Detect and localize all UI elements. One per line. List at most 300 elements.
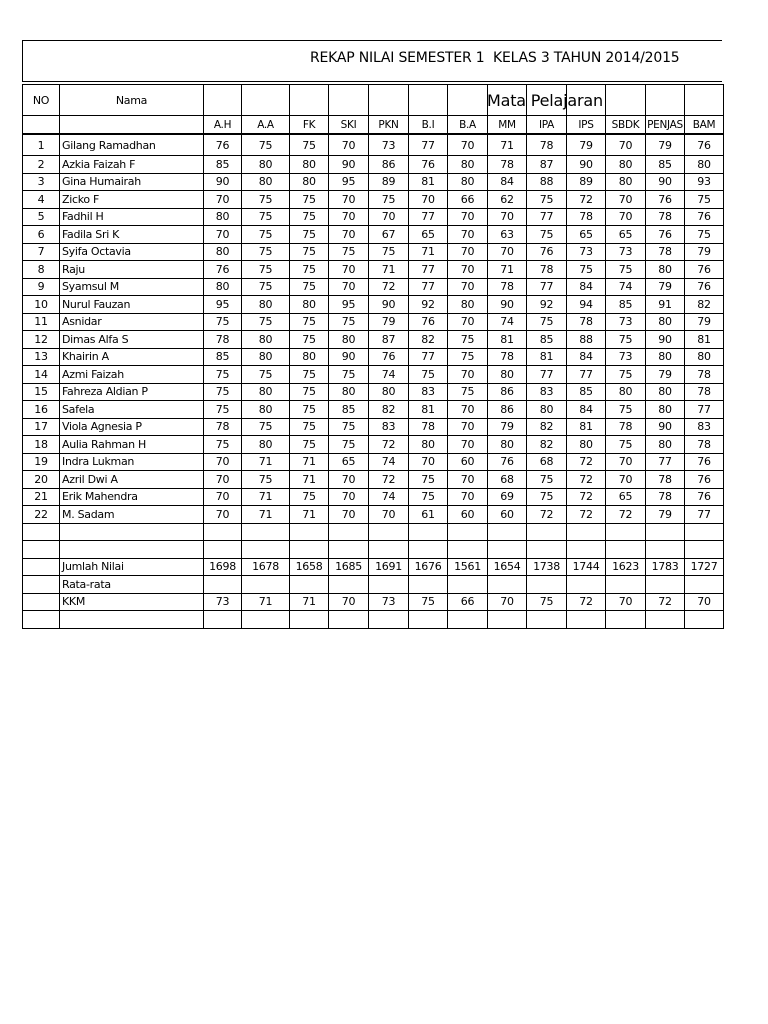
score-cell: 74 [369,488,409,506]
score-cell: 80 [204,243,242,261]
score-cell: 85 [646,156,685,174]
blank-cell [488,611,527,629]
score-cell: 75 [448,348,488,366]
score-cell: 75 [606,401,646,419]
score-cell: 75 [606,261,646,279]
score-cell: 62 [488,191,527,209]
jumlah-cell: 1678 [242,558,290,576]
blank-cell [60,611,204,629]
subject-header: BAM [685,116,724,135]
score-cell: 88 [567,331,606,349]
score-cell: 77 [409,261,448,279]
score-cell: 75 [290,401,329,419]
score-cell: 80 [646,436,685,454]
rata-rata-row [23,576,724,594]
kkm-cell: 75 [409,593,448,611]
score-cell: 70 [448,436,488,454]
blank-cell [606,523,646,541]
kkm-cell: 70 [685,593,724,611]
score-cell: 71 [242,453,290,471]
student-no: 8 [23,261,60,279]
score-cell: 89 [567,173,606,191]
blank-cell [329,523,369,541]
score-cell: 80 [488,436,527,454]
student-no: 9 [23,278,60,296]
score-cell: 77 [409,348,448,366]
score-cell: 72 [369,278,409,296]
subject-header: IPS [567,116,606,135]
score-cell: 77 [646,453,685,471]
rata-rata-label: Rata-rata [60,576,204,594]
score-cell: 75 [290,208,329,226]
score-cell: 65 [329,453,369,471]
blank-cell [567,541,606,559]
score-cell: 74 [488,313,527,331]
score-cell: 70 [606,134,646,156]
score-cell: 70 [448,313,488,331]
kkm-cell: 75 [527,593,567,611]
header-cell [329,85,369,116]
score-cell: 81 [527,348,567,366]
score-cell: 68 [527,453,567,471]
score-cell: 82 [409,331,448,349]
score-cell: 85 [527,331,567,349]
score-cell: 75 [290,418,329,436]
score-cell: 88 [527,173,567,191]
blank-cell [448,541,488,559]
student-name: Gilang Ramadhan [60,134,204,156]
score-cell: 75 [204,383,242,401]
score-cell: 80 [448,296,488,314]
score-cell: 70 [448,488,488,506]
student-name: Azkia Faizah F [60,156,204,174]
score-cell: 75 [204,436,242,454]
score-cell: 80 [242,296,290,314]
score-cell: 70 [329,471,369,489]
score-cell: 78 [488,156,527,174]
score-cell: 80 [242,436,290,454]
kkm-cell: 70 [488,593,527,611]
score-cell: 84 [567,348,606,366]
score-cell: 70 [606,208,646,226]
score-cell: 70 [448,366,488,384]
score-cell: 75 [204,366,242,384]
blank-cell [409,611,448,629]
rata-rata-cell [567,576,606,594]
score-cell: 70 [448,471,488,489]
score-cell: 73 [606,243,646,261]
score-cell: 83 [685,418,724,436]
blank-cell [527,611,567,629]
score-cell: 70 [204,506,242,524]
score-cell: 80 [329,331,369,349]
student-no: 12 [23,331,60,349]
score-cell: 75 [409,488,448,506]
student-name: Azmi Faizah [60,366,204,384]
score-cell: 89 [369,173,409,191]
score-cell: 70 [329,208,369,226]
kkm-row [23,593,724,611]
header-cell [606,85,646,116]
score-cell: 80 [646,348,685,366]
score-cell: 76 [685,278,724,296]
jumlah-cell: 1738 [527,558,567,576]
score-cell: 70 [448,134,488,156]
score-cell: 80 [646,401,685,419]
table-border-left [22,40,23,81]
score-cell: 85 [204,348,242,366]
score-cell: 79 [646,506,685,524]
score-cell: 77 [527,366,567,384]
score-cell: 80 [606,173,646,191]
score-cell: 83 [527,383,567,401]
score-cell: 75 [567,261,606,279]
score-cell: 70 [448,261,488,279]
score-cell: 86 [488,383,527,401]
table-row [23,226,724,244]
score-cell: 70 [329,506,369,524]
score-cell: 90 [646,331,685,349]
score-cell: 80 [329,383,369,401]
score-cell: 76 [685,134,724,156]
score-cell: 80 [369,383,409,401]
score-cell: 75 [290,134,329,156]
score-cell: 73 [369,134,409,156]
score-cell: 76 [646,226,685,244]
blank-cell [369,523,409,541]
student-no: 10 [23,296,60,314]
score-cell: 75 [290,278,329,296]
score-cell: 77 [409,134,448,156]
score-cell: 61 [409,506,448,524]
blank-cell [448,611,488,629]
score-cell: 65 [409,226,448,244]
score-cell: 70 [329,261,369,279]
header-cell [448,85,488,116]
blank-cell [409,523,448,541]
student-no: 17 [23,418,60,436]
blank-cell [60,523,204,541]
table-row [23,243,724,261]
student-name: M. Sadam [60,506,204,524]
score-cell: 72 [567,471,606,489]
score-cell: 60 [448,506,488,524]
header-cell [204,85,242,116]
jumlah-cell: 1685 [329,558,369,576]
score-cell: 68 [488,471,527,489]
score-cell: 80 [527,401,567,419]
score-cell: 75 [242,134,290,156]
score-cell: 72 [567,506,606,524]
score-cell: 71 [290,453,329,471]
student-name: Fadhil H [60,208,204,226]
score-cell: 76 [488,453,527,471]
score-cell: 90 [369,296,409,314]
blank-cell [23,541,60,559]
score-cell: 78 [646,471,685,489]
score-cell: 70 [204,471,242,489]
score-cell: 78 [409,418,448,436]
score-cell: 71 [488,134,527,156]
score-cell: 80 [448,173,488,191]
score-cell: 87 [369,331,409,349]
score-cell: 80 [488,366,527,384]
student-name: Erik Mahendra [60,488,204,506]
score-cell: 72 [369,471,409,489]
score-cell: 75 [242,208,290,226]
score-cell: 75 [448,331,488,349]
score-cell: 70 [329,488,369,506]
blank-cell [685,523,724,541]
student-no: 1 [23,134,60,156]
score-cell: 78 [527,261,567,279]
score-cell: 70 [409,453,448,471]
score-cell: 76 [685,261,724,279]
jumlah-cell: 1691 [369,558,409,576]
table-row [23,331,724,349]
blank-row [23,611,724,629]
student-no: 5 [23,208,60,226]
header-cell [369,85,409,116]
score-cell: 78 [646,208,685,226]
subject-header: MM [488,116,527,135]
score-cell: 72 [567,488,606,506]
score-cell: 80 [448,156,488,174]
score-cell: 75 [204,401,242,419]
score-cell: 77 [527,208,567,226]
table-row [23,156,724,174]
student-no: 20 [23,471,60,489]
rata-rata-cell [369,576,409,594]
jumlah-cell: 1561 [448,558,488,576]
score-cell: 78 [567,313,606,331]
score-cell: 81 [567,418,606,436]
student-name: Nurul Fauzan [60,296,204,314]
blank-cell [329,611,369,629]
score-cell: 78 [646,243,685,261]
blank-cell [242,523,290,541]
score-cell: 75 [290,261,329,279]
grade-table [22,84,724,629]
score-cell: 75 [290,488,329,506]
student-no: 13 [23,348,60,366]
header-cell [409,85,448,116]
student-no: 11 [23,313,60,331]
score-cell: 70 [409,191,448,209]
score-cell: 75 [527,471,567,489]
score-cell: 80 [204,278,242,296]
blank-cell [527,541,567,559]
blank-cell [204,523,242,541]
score-cell: 78 [685,366,724,384]
score-cell: 75 [527,488,567,506]
score-cell: 75 [290,243,329,261]
score-cell: 79 [685,243,724,261]
score-cell: 76 [409,156,448,174]
score-cell: 71 [290,471,329,489]
score-cell: 75 [290,331,329,349]
header-row-main [23,85,724,116]
blank-cell [60,541,204,559]
blank-cell [527,523,567,541]
table-row [23,401,724,419]
score-cell: 75 [242,261,290,279]
header-cell [290,85,329,116]
student-name: Raju [60,261,204,279]
score-cell: 70 [606,191,646,209]
blank-cell [290,541,329,559]
score-cell: 81 [685,331,724,349]
score-cell: 70 [448,401,488,419]
score-cell: 80 [242,173,290,191]
page-title: REKAP NILAI SEMESTER 1 KELAS 3 TAHUN 2014/2015 [310,50,680,66]
score-cell: 70 [488,243,527,261]
score-cell: 86 [488,401,527,419]
subject-header: FK [290,116,329,135]
score-cell: 70 [488,208,527,226]
score-cell: 70 [369,506,409,524]
jumlah-cell: 1744 [567,558,606,576]
subject-header: SKI [329,116,369,135]
score-cell: 75 [329,436,369,454]
score-cell: 94 [567,296,606,314]
blank-cell [23,523,60,541]
score-cell: 79 [646,278,685,296]
score-cell: 77 [409,278,448,296]
table-row [23,296,724,314]
jumlah-nilai-row [23,558,724,576]
blank-cell [409,541,448,559]
score-cell: 80 [290,296,329,314]
student-name: Gina Humairah [60,173,204,191]
score-cell: 79 [369,313,409,331]
score-cell: 80 [409,436,448,454]
kkm-cell: 73 [204,593,242,611]
table-border-top [22,40,722,41]
score-cell: 65 [606,488,646,506]
score-cell: 76 [369,348,409,366]
rata-rata-cell [646,576,685,594]
score-cell: 83 [369,418,409,436]
score-cell: 70 [369,208,409,226]
score-cell: 82 [369,401,409,419]
student-name: Asnidar [60,313,204,331]
score-cell: 82 [527,418,567,436]
score-cell: 81 [409,401,448,419]
student-name: Syamsul M [60,278,204,296]
kkm-cell: 70 [329,593,369,611]
table-row [23,313,724,331]
blank-cell [329,541,369,559]
score-cell: 91 [646,296,685,314]
score-cell: 81 [488,331,527,349]
score-cell: 76 [685,488,724,506]
score-cell: 71 [488,261,527,279]
blank-cell [488,523,527,541]
score-cell: 79 [567,134,606,156]
score-cell: 75 [685,226,724,244]
score-cell: 80 [242,348,290,366]
rata-rata-cell [606,576,646,594]
score-cell: 73 [606,313,646,331]
score-cell: 71 [369,261,409,279]
blank-cell [685,541,724,559]
score-cell: 80 [646,313,685,331]
score-cell: 74 [606,278,646,296]
blank-cell [242,611,290,629]
student-name: Azril Dwi A [60,471,204,489]
score-cell: 70 [204,191,242,209]
score-cell: 80 [242,383,290,401]
score-cell: 66 [448,191,488,209]
score-cell: 85 [606,296,646,314]
score-cell: 78 [527,134,567,156]
score-cell: 93 [685,173,724,191]
subject-header: PKN [369,116,409,135]
score-cell: 85 [204,156,242,174]
rata-rata-cell [290,576,329,594]
score-cell: 70 [448,278,488,296]
blank-cell [23,558,60,576]
score-cell: 90 [646,173,685,191]
kkm-cell: 71 [290,593,329,611]
score-cell: 60 [488,506,527,524]
jumlah-cell: 1783 [646,558,685,576]
score-cell: 77 [409,208,448,226]
score-cell: 82 [527,436,567,454]
score-cell: 78 [646,488,685,506]
score-cell: 75 [242,278,290,296]
header-cell [685,85,724,116]
score-cell: 78 [488,348,527,366]
table-row [23,471,724,489]
score-cell: 79 [646,366,685,384]
blank-cell [646,523,685,541]
score-cell: 90 [567,156,606,174]
kkm-label: KKM [60,593,204,611]
blank-cell [448,523,488,541]
rata-rata-cell [409,576,448,594]
score-cell: 76 [685,471,724,489]
blank-cell [204,541,242,559]
student-name: Viola Agnesia P [60,418,204,436]
student-name: Fadila Sri K [60,226,204,244]
score-cell: 78 [685,436,724,454]
score-cell: 84 [567,278,606,296]
score-cell: 79 [646,134,685,156]
student-name: Safela [60,401,204,419]
score-cell: 75 [242,366,290,384]
subject-header: SBDK [606,116,646,135]
score-cell: 65 [606,226,646,244]
blank-cell [646,541,685,559]
score-cell: 80 [606,383,646,401]
score-cell: 75 [409,471,448,489]
table-row [23,506,724,524]
score-cell: 80 [646,383,685,401]
rata-rata-cell [685,576,724,594]
student-name: Khairin A [60,348,204,366]
student-name: Aulia Rahman H [60,436,204,454]
score-cell: 75 [242,313,290,331]
score-cell: 84 [567,401,606,419]
blank-cell [567,523,606,541]
jumlah-label: Jumlah Nilai [60,558,204,576]
score-cell: 77 [685,506,724,524]
score-cell: 70 [448,226,488,244]
blank-cell [646,611,685,629]
student-no: 21 [23,488,60,506]
